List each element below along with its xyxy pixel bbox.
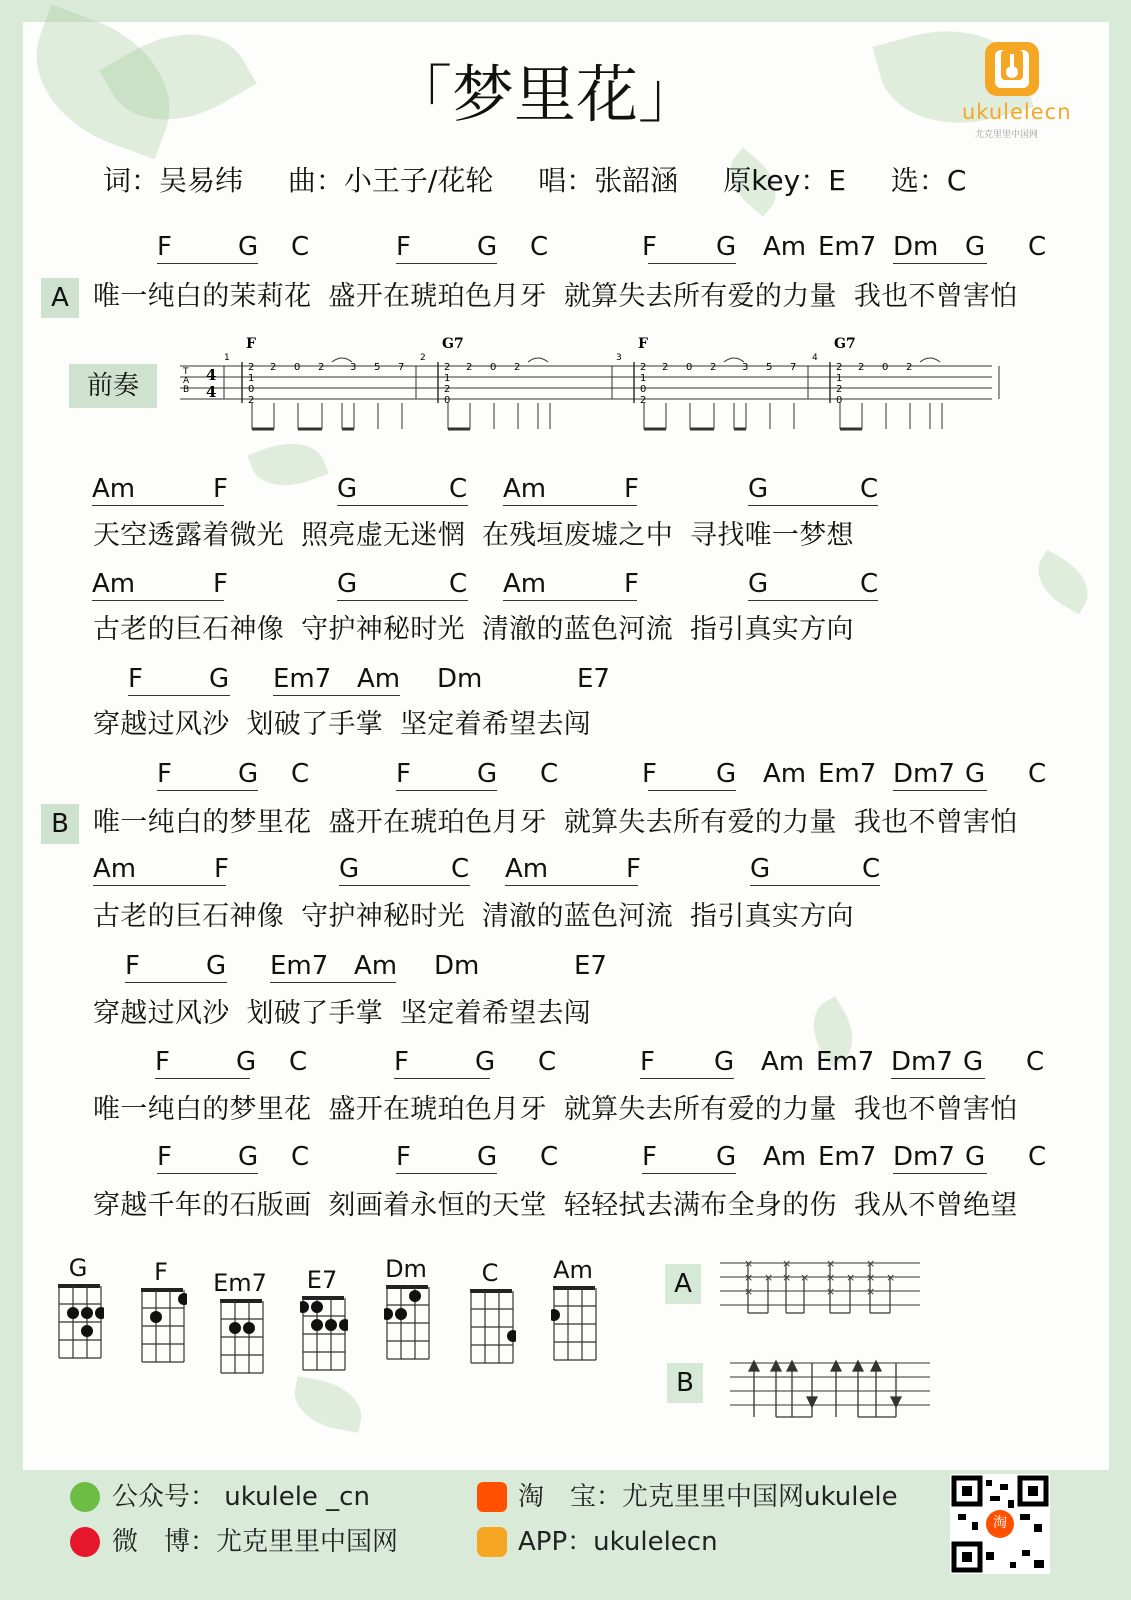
lyric-phrase: 刻画着永恒的天堂 bbox=[328, 1190, 547, 1221]
lyric-phrase: 盛开在琥珀色月牙 bbox=[328, 1094, 547, 1125]
composer: 曲：小王子/花轮 bbox=[287, 164, 494, 197]
chord-symbol: Dm bbox=[434, 951, 480, 981]
chord-underline bbox=[155, 1078, 250, 1079]
measure-chord: F bbox=[638, 336, 648, 352]
leaf-decoration bbox=[290, 1376, 367, 1432]
chord-symbol: Am bbox=[93, 854, 137, 884]
lyric-phrase: 就算失去所有爱的力量 bbox=[563, 281, 837, 312]
chord-symbol: F bbox=[125, 951, 140, 981]
rhythm-pattern-b bbox=[730, 1355, 930, 1425]
chord-symbol: C bbox=[1028, 1142, 1047, 1172]
chord-symbol: Em7 bbox=[270, 951, 329, 981]
chord-symbol: Em7 bbox=[818, 232, 877, 262]
chord-underline bbox=[337, 505, 468, 506]
lyric-line bbox=[93, 708, 608, 742]
lyric-phrase: 照亮虚无迷惘 bbox=[301, 520, 465, 551]
chord-underline bbox=[157, 790, 258, 791]
chord-underline bbox=[157, 263, 258, 264]
footer bbox=[0, 1470, 1131, 1600]
lyric-line bbox=[93, 613, 871, 647]
chord-symbol: F bbox=[642, 759, 657, 789]
chord-symbol: G bbox=[965, 759, 986, 789]
tab-letter: T bbox=[183, 367, 189, 377]
chord-underline bbox=[648, 263, 736, 264]
chord-symbol: Em7 bbox=[273, 664, 332, 694]
lyric-phrase: 清澈的蓝色河流 bbox=[481, 901, 674, 932]
lyric-phrase: 唯一纯白的梦里花 bbox=[93, 1094, 312, 1125]
chord-symbol: F bbox=[642, 1142, 657, 1172]
chord-symbol: G bbox=[236, 1047, 257, 1077]
tie-mark bbox=[920, 358, 940, 362]
chord-symbol: F bbox=[640, 1047, 655, 1077]
chord-underline bbox=[648, 790, 736, 791]
measure-chord: G7 bbox=[834, 336, 856, 352]
qr-badge: 淘 bbox=[993, 1515, 1007, 1531]
tab-note: 1 bbox=[444, 373, 451, 384]
chord-symbol: G bbox=[238, 232, 259, 262]
lyric-line bbox=[93, 280, 1035, 314]
measure-number: 1 bbox=[224, 353, 230, 363]
weibo-account[interactable]: 微 博：尤克里里中国网 bbox=[112, 1527, 399, 1557]
chord-underline bbox=[748, 505, 878, 506]
rhythm-pattern-a bbox=[720, 1255, 920, 1315]
logo-text: ukulelecn bbox=[962, 100, 1072, 124]
svg-text:×: × bbox=[744, 1271, 754, 1284]
chord-symbol: Dm7 bbox=[893, 1142, 955, 1172]
tab-note: 0 bbox=[294, 362, 301, 373]
chord-symbol: G bbox=[475, 1047, 496, 1077]
lyric-phrase: 穿越过风沙 bbox=[93, 709, 230, 740]
tab-note: 2 bbox=[662, 362, 669, 373]
chord-underline bbox=[503, 505, 637, 506]
lyric-phrase: 盛开在琥珀色月牙 bbox=[328, 281, 547, 312]
chord-symbol: Dm7 bbox=[893, 759, 955, 789]
lyric-line bbox=[93, 1093, 1035, 1127]
svg-text:×: × bbox=[866, 1271, 876, 1284]
measure-number: 2 bbox=[420, 353, 426, 363]
tab-letter: A bbox=[183, 376, 190, 386]
chord-symbol: Am bbox=[763, 232, 807, 262]
svg-text:×: × bbox=[826, 1257, 836, 1270]
chord-diagram bbox=[218, 1297, 266, 1377]
lyric-line bbox=[93, 900, 871, 934]
tab-note: 2 bbox=[248, 362, 255, 373]
tie-mark bbox=[724, 358, 744, 362]
chord-symbol: F bbox=[624, 569, 639, 599]
svg-text:×: × bbox=[826, 1285, 836, 1298]
chord-symbol: F bbox=[626, 854, 641, 884]
chord-symbol: G bbox=[206, 951, 227, 981]
chord-symbol: F bbox=[157, 759, 172, 789]
measure-number: 3 bbox=[616, 353, 622, 363]
prelude-label: 前奏 bbox=[69, 364, 157, 408]
logo-icon bbox=[985, 42, 1039, 96]
tab-note: 2 bbox=[710, 362, 717, 373]
lyric-phrase: 划破了手掌 bbox=[246, 998, 383, 1029]
weibo-icon bbox=[70, 1527, 100, 1557]
chord-diagram-name: C bbox=[481, 1259, 499, 1287]
svg-text:×: × bbox=[826, 1271, 836, 1284]
leaf-decoration bbox=[247, 431, 328, 497]
chord-underline bbox=[92, 600, 224, 601]
lyric-phrase: 我也不曾害怕 bbox=[853, 281, 1018, 312]
app-name[interactable]: APP：ukulelecn bbox=[518, 1527, 718, 1557]
tab-note: 0 bbox=[444, 395, 451, 406]
tab-note: 0 bbox=[686, 362, 693, 373]
lyric-phrase: 穿越过风沙 bbox=[93, 998, 230, 1029]
chord-symbol: C bbox=[860, 474, 879, 504]
taobao-store[interactable]: 淘 宝：尤克里里中国网ukulele bbox=[518, 1482, 898, 1512]
chord-symbol: G bbox=[337, 474, 358, 504]
tab-note: 5 bbox=[766, 362, 773, 373]
chord-symbol: C bbox=[540, 759, 559, 789]
chord-symbol: F bbox=[394, 1047, 409, 1077]
time-signature: 4 bbox=[206, 366, 217, 384]
original-key: 原key：E bbox=[723, 164, 846, 197]
chord-symbol: G bbox=[748, 569, 769, 599]
chord-symbol: Am bbox=[761, 1047, 805, 1077]
chord-underline bbox=[642, 1173, 736, 1174]
chord-symbol: G bbox=[748, 474, 769, 504]
chord-symbol: Dm bbox=[893, 232, 939, 262]
chord-underline bbox=[640, 1078, 734, 1079]
chord-symbol: C bbox=[862, 854, 881, 884]
chord-symbol: E7 bbox=[577, 664, 610, 694]
section-label-b: B bbox=[41, 804, 79, 844]
chord-underline bbox=[125, 982, 227, 983]
lyric-phrase: 古老的巨石神像 bbox=[93, 614, 285, 645]
svg-text:×: × bbox=[866, 1257, 876, 1270]
tab-note: 5 bbox=[374, 362, 381, 373]
chord-symbol: G bbox=[750, 854, 771, 884]
chord-symbol: F bbox=[642, 232, 657, 262]
lyric-phrase: 守护神秘时光 bbox=[301, 614, 465, 645]
chord-symbol: G bbox=[238, 759, 259, 789]
svg-text:×: × bbox=[800, 1271, 810, 1284]
tab-note: 2 bbox=[514, 362, 521, 373]
chord-symbol: C bbox=[540, 1142, 559, 1172]
lyric-phrase: 坚定着希望去闯 bbox=[400, 998, 592, 1029]
chord-symbol: C bbox=[538, 1047, 557, 1077]
chord-symbol: G bbox=[716, 1142, 737, 1172]
chord-symbol: C bbox=[860, 569, 879, 599]
chord-underline bbox=[503, 600, 637, 601]
tab-note: 3 bbox=[742, 362, 749, 373]
lyric-phrase: 盛开在琥珀色月牙 bbox=[328, 807, 547, 838]
chord-symbol: C bbox=[449, 474, 468, 504]
tie-mark bbox=[332, 358, 352, 362]
leaf-decoration bbox=[1027, 550, 1099, 615]
lyric-phrase: 天空透露着微光 bbox=[93, 520, 285, 551]
lyric-phrase: 轻轻拭去满布全身的伤 bbox=[563, 1190, 837, 1221]
chord-symbol: G bbox=[209, 664, 230, 694]
tab-note: 2 bbox=[906, 362, 913, 373]
lyric-line bbox=[93, 519, 871, 553]
measure-chord: F bbox=[246, 336, 256, 352]
chord-underline bbox=[339, 885, 470, 886]
tab-note: 0 bbox=[640, 384, 647, 395]
chord-symbol: Am bbox=[354, 951, 398, 981]
lyricist: 词：吴易纬 bbox=[103, 164, 244, 197]
tab-note: 0 bbox=[882, 362, 889, 373]
chord-symbol: G bbox=[963, 1047, 984, 1077]
lyric-phrase: 就算失去所有爱的力量 bbox=[563, 1094, 837, 1125]
chord-diagram bbox=[300, 1294, 348, 1374]
svg-text:×: × bbox=[782, 1257, 792, 1270]
chord-diagram bbox=[139, 1286, 187, 1366]
chord-symbol: C bbox=[1028, 232, 1047, 262]
chord-underline bbox=[893, 1173, 987, 1174]
tab-note: 0 bbox=[248, 384, 255, 395]
chord-underline bbox=[273, 695, 400, 696]
tab-note: 2 bbox=[270, 362, 277, 373]
chord-symbol: E7 bbox=[574, 951, 607, 981]
chord-symbol: Am bbox=[92, 569, 136, 599]
chord-symbol: F bbox=[155, 1047, 170, 1077]
chord-symbol: G bbox=[716, 759, 737, 789]
chord-symbol: C bbox=[289, 1047, 308, 1077]
chord-symbol: Am bbox=[505, 854, 549, 884]
lyric-phrase: 寻找唯一梦想 bbox=[690, 520, 854, 551]
song-sheet bbox=[23, 22, 1109, 1470]
chord-underline bbox=[505, 885, 638, 886]
tab-note: 1 bbox=[248, 373, 255, 384]
lyric-phrase: 指引真实方向 bbox=[690, 614, 854, 645]
chord-diagram bbox=[468, 1287, 516, 1367]
lyric-phrase: 我也不曾害怕 bbox=[853, 1094, 1018, 1125]
chord-symbol: G bbox=[339, 854, 360, 884]
chord-underline bbox=[396, 263, 497, 264]
svg-text:×: × bbox=[782, 1271, 792, 1284]
tab-note: 7 bbox=[790, 362, 797, 373]
lyric-phrase: 穿越千年的石版画 bbox=[93, 1190, 312, 1221]
chord-symbol: F bbox=[157, 1142, 172, 1172]
tab-note: 2 bbox=[640, 362, 647, 373]
app-icon bbox=[477, 1527, 507, 1557]
chord-diagram bbox=[551, 1284, 599, 1364]
section-label-a: A bbox=[41, 278, 79, 318]
chord-underline bbox=[396, 1173, 497, 1174]
chord-symbol: G bbox=[337, 569, 358, 599]
lyric-line bbox=[93, 997, 608, 1031]
chord-underline bbox=[748, 600, 878, 601]
tab-note: 2 bbox=[444, 362, 451, 373]
chord-symbol: Dm7 bbox=[891, 1047, 953, 1077]
lyric-phrase: 我从不曾绝望 bbox=[853, 1190, 1018, 1221]
chord-symbol: C bbox=[291, 1142, 310, 1172]
chord-symbol: G bbox=[965, 232, 986, 262]
tab-note: 2 bbox=[248, 395, 255, 406]
measure-chord: G7 bbox=[442, 336, 464, 352]
chord-diagram-name: Am bbox=[553, 1256, 593, 1284]
chord-diagram-name: Em7 bbox=[213, 1269, 267, 1297]
chord-symbol: Am bbox=[503, 569, 547, 599]
lyric-phrase: 我也不曾害怕 bbox=[853, 807, 1018, 838]
lyric-phrase: 守护神秘时光 bbox=[301, 901, 465, 932]
tab-note: 0 bbox=[490, 362, 497, 373]
chord-symbol: F bbox=[213, 569, 228, 599]
lyric-line bbox=[93, 1189, 1035, 1223]
lyric-line bbox=[93, 806, 1035, 840]
tab-note: 0 bbox=[836, 395, 843, 406]
chord-diagram bbox=[384, 1283, 432, 1363]
svg-text:×: × bbox=[764, 1271, 774, 1284]
time-signature: 4 bbox=[206, 383, 217, 401]
tab-note: 2 bbox=[836, 384, 843, 395]
chord-symbol: G bbox=[238, 1142, 259, 1172]
chord-underline bbox=[394, 1078, 490, 1079]
lyric-phrase: 坚定着希望去闯 bbox=[400, 709, 592, 740]
svg-text:×: × bbox=[846, 1271, 856, 1284]
chord-underline bbox=[891, 1078, 985, 1079]
taobao-icon bbox=[477, 1482, 507, 1512]
chord-symbol: Am bbox=[763, 1142, 807, 1172]
tab-note: 2 bbox=[836, 362, 843, 373]
chord-symbol: C bbox=[1026, 1047, 1045, 1077]
qr-code[interactable] bbox=[950, 1474, 1050, 1574]
chord-symbol: C bbox=[1028, 759, 1047, 789]
chord-symbol: F bbox=[396, 232, 411, 262]
svg-text:×: × bbox=[744, 1257, 754, 1270]
chord-symbol: C bbox=[449, 569, 468, 599]
chord-symbol: C bbox=[530, 232, 549, 262]
svg-text:×: × bbox=[886, 1271, 896, 1284]
tab-note: 2 bbox=[858, 362, 865, 373]
chord-symbol: F bbox=[128, 664, 143, 694]
chord-symbol: Em7 bbox=[818, 1142, 877, 1172]
chord-symbol: G bbox=[477, 1142, 498, 1172]
wechat-icon bbox=[70, 1482, 100, 1512]
svg-text:×: × bbox=[744, 1285, 754, 1298]
song-title: 「梦里花」 bbox=[390, 58, 701, 131]
measure-number: 4 bbox=[812, 353, 818, 363]
chord-symbol: G bbox=[714, 1047, 735, 1077]
chord-symbol: G bbox=[477, 759, 498, 789]
lyric-phrase: 清澈的蓝色河流 bbox=[481, 614, 674, 645]
chord-underline bbox=[157, 1173, 258, 1174]
chord-diagram-name: G bbox=[68, 1254, 88, 1282]
lyric-phrase: 就算失去所有爱的力量 bbox=[563, 807, 837, 838]
lyric-phrase: 划破了手掌 bbox=[246, 709, 383, 740]
prelude-tab bbox=[180, 330, 1000, 440]
chord-underline bbox=[92, 505, 224, 506]
chord-symbol: G bbox=[965, 1142, 986, 1172]
tab-note: 1 bbox=[640, 373, 647, 384]
chord-symbol: G bbox=[477, 232, 498, 262]
logo-subtitle: 尤克里里中国网 bbox=[975, 130, 1039, 140]
chord-underline bbox=[750, 885, 880, 886]
tab-letter: B bbox=[183, 385, 190, 395]
chord-symbol: Am bbox=[503, 474, 547, 504]
singer: 唱：张韶涵 bbox=[538, 164, 679, 197]
svg-text:×: × bbox=[866, 1285, 876, 1298]
chord-symbol: C bbox=[291, 232, 310, 262]
tab-note: 2 bbox=[466, 362, 473, 373]
credits bbox=[103, 162, 1002, 200]
rhythm-label-b: B bbox=[667, 1363, 703, 1403]
tab-note: 3 bbox=[350, 362, 357, 373]
tab-note: 2 bbox=[444, 384, 451, 395]
wechat-account[interactable]: 公众号： ukulele _cn bbox=[112, 1482, 370, 1512]
chord-underline bbox=[893, 263, 987, 264]
selected-key: 选：C bbox=[890, 164, 967, 197]
tab-note: 2 bbox=[640, 395, 647, 406]
chord-diagram bbox=[56, 1282, 104, 1362]
chord-underline bbox=[396, 790, 497, 791]
lyric-phrase: 古老的巨石神像 bbox=[93, 901, 285, 932]
chord-symbol: G bbox=[716, 232, 737, 262]
chord-underline bbox=[128, 695, 230, 696]
chord-diagram-name: Dm bbox=[385, 1255, 427, 1283]
chord-symbol: Em7 bbox=[818, 759, 877, 789]
chord-symbol: Em7 bbox=[816, 1047, 875, 1077]
rhythm-label-a: A bbox=[665, 1264, 701, 1304]
chord-underline bbox=[893, 790, 987, 791]
tie-mark bbox=[528, 358, 548, 362]
lyric-phrase: 在残垣废墟之中 bbox=[481, 520, 674, 551]
tab-note: 1 bbox=[836, 373, 843, 384]
chord-symbol: Am bbox=[92, 474, 136, 504]
lyric-phrase: 指引真实方向 bbox=[690, 901, 854, 932]
chord-symbol: F bbox=[157, 232, 172, 262]
chord-symbol: F bbox=[213, 474, 228, 504]
chord-symbol: C bbox=[291, 759, 310, 789]
chord-symbol: F bbox=[214, 854, 229, 884]
chord-symbol: Am bbox=[763, 759, 807, 789]
chord-underline bbox=[93, 885, 226, 886]
chord-symbol: C bbox=[451, 854, 470, 884]
tab-note: 7 bbox=[398, 362, 405, 373]
chord-symbol: F bbox=[396, 759, 411, 789]
chord-underline bbox=[337, 600, 468, 601]
chord-underline bbox=[270, 982, 396, 983]
chord-symbol: F bbox=[396, 1142, 411, 1172]
lyric-phrase: 唯一纯白的茉莉花 bbox=[93, 281, 312, 312]
chord-symbol: F bbox=[624, 474, 639, 504]
lyric-phrase: 唯一纯白的梦里花 bbox=[93, 807, 312, 838]
chord-symbol: Dm bbox=[437, 664, 483, 694]
chord-symbol: Am bbox=[357, 664, 401, 694]
chord-diagram-name: F bbox=[154, 1258, 168, 1286]
chord-diagram-name: E7 bbox=[306, 1266, 338, 1294]
tab-note: 2 bbox=[318, 362, 325, 373]
